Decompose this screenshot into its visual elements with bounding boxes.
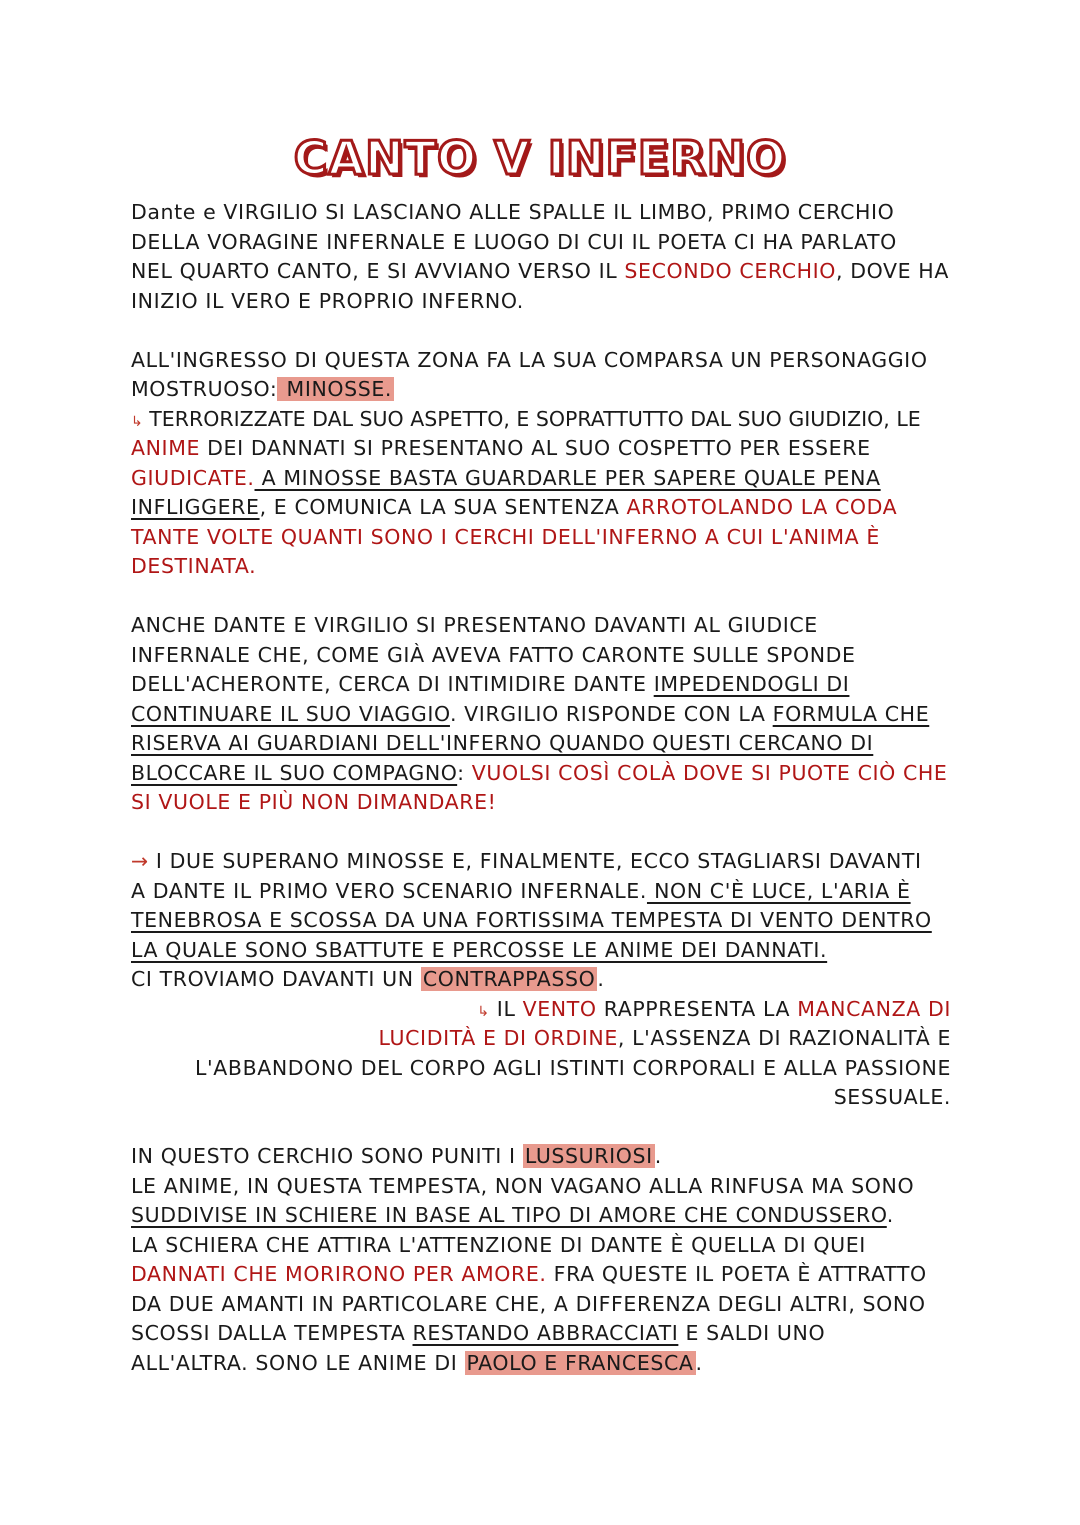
text-line: → I DUE SUPERANO MINOSSE E, FINALMENTE, ECCO STAGLIARSI DAVANTI bbox=[131, 849, 922, 873]
keyword-coda: ARROTOLANDO LA CODA bbox=[626, 495, 898, 519]
text-line: NEL QUARTO CANTO, E SI AVVIANO VERSO IL SECONDO CERCHIO, DOVE HA bbox=[131, 259, 949, 283]
text-line: ANIME DEI DANNATI SI PRESENTANO AL SUO COSPETTO PER ESSERE bbox=[131, 436, 871, 460]
text-line: INIZIO IL VERO E PROPRIO INFERNO. bbox=[131, 288, 524, 313]
sub-arrow-icon: ↳ bbox=[131, 413, 143, 430]
text-line: ALL'INGRESSO DI QUESTA ZONA FA LA SUA COMPARSA UN PERSONAGGIO bbox=[131, 347, 928, 372]
paragraph-virgilio bbox=[131, 611, 951, 818]
text-line: L'ABBANDONO DEL CORPO AGLI ISTINTI CORPORALI E ALLA PASSIONE bbox=[195, 1055, 951, 1080]
text-line: ALL'ALTRA. SONO LE ANIME DI PAOLO E FRANCESCA. bbox=[131, 1350, 703, 1375]
text-line: IN QUESTO CERCHIO SONO PUNITI I LUSSURIOSI. bbox=[131, 1144, 662, 1168]
text-line: SESSUALE. bbox=[833, 1085, 951, 1109]
highlight-paolo-francesca: PAOLO E FRANCESCA bbox=[466, 1350, 694, 1375]
text-line: INFLIGGERE, E COMUNICA LA SUA SENTENZA ARROTOLANDO LA CODA bbox=[131, 495, 898, 519]
highlight-minosse: MINOSSE. bbox=[279, 377, 393, 401]
text-line: LE ANIME, IN QUESTA TEMPESTA, NON VAGANO ALLA RINFUSA MA SONO bbox=[131, 1173, 915, 1198]
text-line: A DANTE IL PRIMO VERO SCENARIO INFERNALE. NON C'È LUCE, L'ARIA È bbox=[131, 878, 911, 903]
text-line: SUDDIVISE IN SCHIERE IN BASE AL TIPO DI AMORE CHE CONDUSSERO. bbox=[131, 1203, 894, 1227]
right-arrow-icon: → bbox=[131, 849, 149, 873]
paragraph-scenario bbox=[131, 847, 951, 1113]
text-line: SI VUOLE E PIÙ NON DIMANDARE! bbox=[131, 790, 497, 814]
text-line: DA DUE AMANTI IN PARTICOLARE CHE, A DIFFERENZA DEGLI ALTRI, SONO bbox=[131, 1291, 926, 1316]
text-line: BLOCCARE IL SUO COMPAGNO: VUOLSI COSÌ COLÀ DOVE SI PUOTE CIÒ CHE bbox=[131, 760, 948, 785]
keyword-anime: ANIME bbox=[131, 436, 201, 460]
text-line: ANCHE DANTE E VIRGILIO SI PRESENTANO DAVANTI AL GIUDICE bbox=[131, 613, 818, 637]
document-body bbox=[131, 198, 951, 1408]
text-line: LA QUALE SONO SBATTUTE E PERCOSSE LE ANIME DEI DANNATI. bbox=[131, 937, 828, 962]
text-line: LUCIDITÀ E DI ORDINE, L'ASSENZA DI RAZIONALITÀ E bbox=[378, 1026, 951, 1050]
text-line: INFERNALE CHE, COME GIÀ AVEVA FATTO CARONTE SULLE SPONDE bbox=[131, 642, 856, 667]
text-line: ↳ IL VENTO RAPPRESENTA LA MANCANZA DI bbox=[477, 996, 951, 1021]
highlight-contrappasso: CONTRAPPASSO bbox=[422, 967, 596, 991]
keyword-giudicate: GIUDICATE. bbox=[131, 465, 255, 490]
paragraph-lussuriosi bbox=[131, 1142, 951, 1378]
text-line: GIUDICATE. A MINOSSE BASTA GUARDARLE PER SAPERE QUALE PENA bbox=[131, 465, 881, 490]
text-line: LA SCHIERA CHE ATTIRA L'ATTENZIONE DI DANTE È QUELLA DI QUEI bbox=[131, 1232, 866, 1257]
text-line: TANTE VOLTE QUANTI SONO I CERCHI DELL'INFERNO A CUI L'ANIMA È bbox=[131, 524, 880, 549]
quote-formula: VUOLSI COSÌ COLÀ DOVE SI PUOTE CIÒ CHE bbox=[471, 760, 948, 785]
paragraph-intro bbox=[131, 198, 951, 316]
page-title: CANTO V INFERNO bbox=[293, 131, 787, 185]
highlight-lussuriosi: LUSSURIOSI bbox=[524, 1144, 653, 1168]
text-line: MOSTRUOSO: MINOSSE. bbox=[131, 377, 393, 401]
paragraph-minosse bbox=[131, 346, 951, 582]
text-line: DANNATI CHE MORIRONO PER AMORE. FRA QUESTE IL POETA È ATTRATTO bbox=[131, 1262, 927, 1286]
text-line: DELLA VORAGINE INFERNALE E LUOGO DI CUI IL POETA CI HA PARLATO bbox=[131, 229, 897, 254]
text-line: DESTINATA. bbox=[131, 554, 257, 578]
keyword-secondo-cerchio: SECONDO CERCHIO bbox=[624, 259, 837, 283]
text-line: CI TROVIAMO DAVANTI UN CONTRAPPASSO. bbox=[131, 967, 605, 991]
text-line: TENEBROSA E SCOSSA DA UNA FORTISSIMA TEMPESTA DI VENTO DENTRO bbox=[131, 908, 932, 932]
text-line: ↳ TERRORIZZATE DAL SUO ASPETTO, E SOPRATTUTTO DAL SUO GIUDIZIO, LE bbox=[131, 406, 921, 431]
text-line: DELL'ACHERONTE, CERCA DI INTIMIDIRE DANTE IMPEDENDOGLI DI bbox=[131, 672, 850, 696]
text-line: RISERVA AI GUARDIANI DELL'INFERNO QUANDO QUESTI CERCANO DI bbox=[131, 731, 874, 755]
sub-arrow-icon: ↳ bbox=[477, 1003, 490, 1020]
text-line: CONTINUARE IL SUO VIAGGIO. VIRGILIO RISPONDE CON LA FORMULA CHE bbox=[131, 701, 930, 726]
text-line: Dante e VIRGILIO SI LASCIANO ALLE SPALLE IL LIMBO, PRIMO CERCHIO bbox=[131, 200, 895, 224]
text-line: SCOSSI DALLA TEMPESTA RESTANDO ABBRACCIATI E SALDI UNO bbox=[131, 1321, 826, 1345]
